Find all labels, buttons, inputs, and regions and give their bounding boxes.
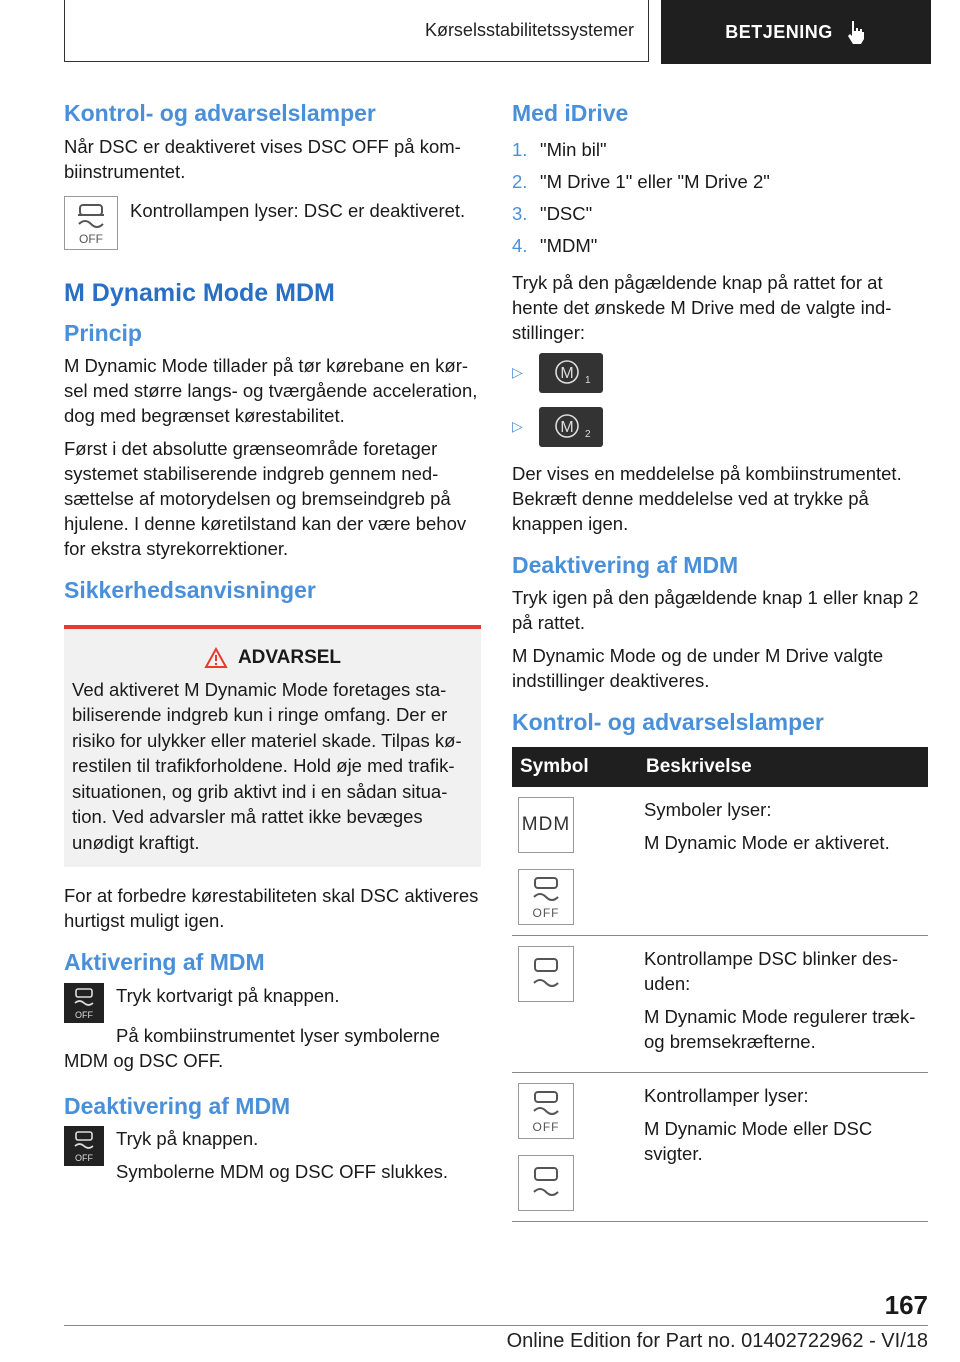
warning-box: [64, 625, 481, 868]
svg-text:1: 1: [584, 374, 591, 386]
svg-text:OFF: OFF: [75, 1009, 93, 1020]
paragraph: Symbolerne MDM og DSC OFF slukkes.: [116, 1161, 449, 1183]
heading-idrive: Med iDrive: [512, 100, 629, 126]
paragraph: Der vises en meddelelse på kombiinstrumentet. Bekræft denne meddelelse ved at trykke på knappen igen.: [512, 462, 902, 534]
steps-list: [512, 134, 928, 262]
svg-text:OFF: OFF: [532, 1119, 560, 1134]
dsc-off-button-icon: [64, 983, 104, 1023]
paragraph: M Dynamic Mode og de under M Drive valgte indstillinger deaktiveres.: [512, 645, 884, 692]
mdm-icon: MDM: [518, 797, 574, 853]
triangle-right-icon: ▷: [512, 418, 523, 435]
m2-option: [512, 407, 928, 447]
dsc-icon: [518, 1155, 574, 1211]
paragraph: M Dynamic Mode tillader på tør kørebane en kørsel med større langs- og tværgående acceleration, dog med begrænset kørestabilitet.: [64, 355, 478, 427]
heading-kontrol: Kontrol- og advarselslamper: [512, 709, 824, 736]
hand-pointer-icon: [845, 19, 867, 45]
svg-text:OFF: OFF: [532, 905, 560, 920]
dsc-off-button-icon: [64, 1126, 104, 1166]
m2-button-icon: [539, 407, 603, 447]
right-column: [512, 100, 928, 1222]
table-row: Kontrollampe DSC blinker desuden: M Dynamic Mode regulerer træk- og bremsekræfterne.: [512, 935, 928, 1072]
paragraph: På kombiinstrumentet lyser symbolerne MDM og DSC OFF.: [64, 1024, 440, 1071]
paragraph: Tryk igen på den pågældende knap 1 eller knap 2 på rattet.: [512, 587, 919, 634]
svg-text:2: 2: [584, 428, 591, 440]
table-row: MDM OFF Symboler lyser: M Dynamic Mode er aktiveret.: [512, 787, 928, 936]
edition-text: Online Edition for Part no. 01402722962 - VI/18: [64, 1325, 928, 1353]
svg-text:M: M: [560, 418, 574, 436]
warning-text: Ved aktiveret M Dynamic Mode foretages stabiliserende indgreb kun i ringe omfang. Der er risiko for ulykker eller materiel skade. Tilpas kørestilen til trafikforholdene. Hold øje med trafiksituationen, og grib aktivt ind i en sådan situation. Ved advarsler må rattet ikke bevæges unødigt kraftigt.: [72, 678, 462, 853]
page-number: 167: [884, 1290, 928, 1320]
chapter-tab: [661, 0, 931, 64]
heading-princip: Princip: [64, 319, 142, 346]
heading-mdm: M Dynamic Mode MDM: [64, 278, 335, 307]
paragraph: Først i det absolutte grænseområde foretager systemet stabiliserende indgreb gennem nedsættelse af motorydelsen og bremseindgreb på hjulene. I denne køretilstand kan der være behov for ekstra styrekorrektioner.: [64, 438, 467, 560]
symbol-table: [512, 747, 928, 1222]
heading-sikker: Sikkerhedsanvisninger: [64, 577, 316, 604]
dsc-off-icon: [518, 1083, 574, 1139]
paragraph: For at forbedre kørestabiliteten skal DSC aktiveres hurtigst muligt igen.: [64, 885, 479, 932]
heading-deaktiv: Deaktivering af MDM: [512, 551, 739, 578]
warning-title: ADVARSEL: [72, 647, 473, 669]
table-header: Symbol: [512, 747, 638, 787]
page-footer: [64, 1290, 928, 1353]
paragraph: Når DSC er deaktiveret vises DSC OFF på kombiinstrumentet.: [64, 135, 461, 182]
svg-text:OFF: OFF: [79, 231, 103, 246]
list-item: 2. "M Drive 1" eller "M Drive 2": [512, 170, 770, 192]
dsc-icon: [518, 946, 574, 1002]
section-title: Kørselsstabilitetssystemer: [64, 0, 649, 62]
heading-aktiv: Aktivering af MDM: [64, 949, 265, 976]
triangle-right-icon: ▷: [512, 364, 523, 381]
m1-option: [512, 353, 928, 393]
table-row: OFF Kontrollamper lyser: M Dynamic Mode eller DSC svigter.: [512, 1072, 928, 1221]
paragraph: Tryk på knappen.: [116, 1128, 259, 1150]
paragraph: Tryk på den pågældende knap på rattet for at hente det ønskede M Drive med de valgte indstillinger:: [512, 271, 892, 343]
dsc-off-icon: [64, 196, 118, 250]
dsc-off-icon: [518, 869, 574, 925]
heading-deaktiv: Deaktivering af MDM: [64, 1092, 291, 1119]
paragraph: Tryk kortvarigt på knappen.: [116, 984, 340, 1006]
svg-text:M: M: [560, 364, 574, 382]
heading-kontrol: Kontrol- og advarselslamper: [64, 100, 376, 126]
m1-button-icon: [539, 353, 603, 393]
paragraph: Kontrollampen lyser: DSC er deaktiveret.: [130, 199, 466, 221]
left-column: [64, 100, 481, 1204]
list-item: 1. "Min bil": [512, 138, 607, 160]
list-item: 3. "DSC": [512, 202, 593, 224]
table-header: Beskrivelse: [638, 747, 928, 787]
page-header: [64, 0, 931, 64]
chapter-title: BETJENING: [725, 21, 833, 42]
warning-icon: [204, 647, 228, 669]
svg-text:OFF: OFF: [75, 1153, 93, 1164]
list-item: 4. "MDM": [512, 234, 598, 256]
